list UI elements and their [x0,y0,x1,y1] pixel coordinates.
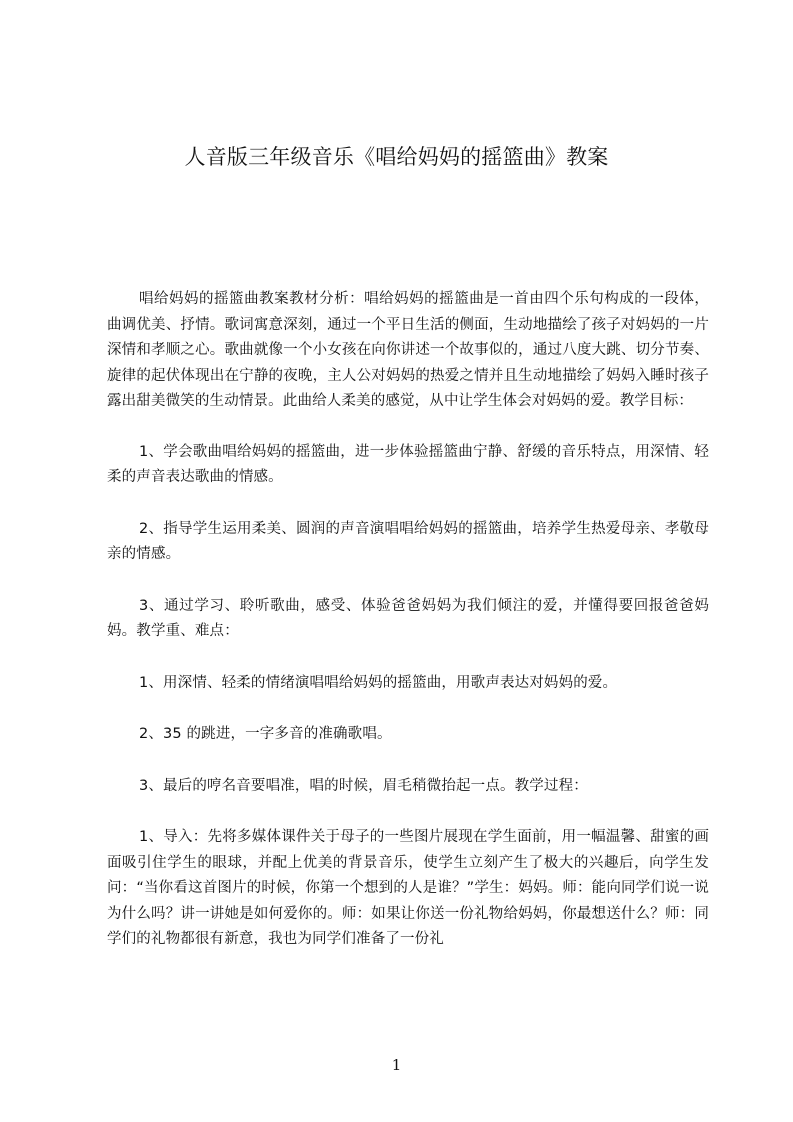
paragraph-spacer [107,748,709,774]
body-paragraph: 3、最后的哼名音要唱准，唱的时候，眉毛稍微抬起一点。教学过程： [139,777,588,794]
paragraph-spacer [107,568,709,594]
body-paragraph: 1、导入：先将多媒体课件关于母子的一些图片展现在学生面前，用一幅温馨、甜蜜的画面吸引住学生的眼球，并配上优美的背景音乐，使学生立刻产生了极大的兴趣后，向学生发问：“当你看这首图片的时候，你第一个想到的人是谁？”学生：妈妈。师：能向同学们说一说为什么吗？讲一讲她是如何爱你的。师：如果让你送一份礼物给妈妈，你最想送什么？师：同学们的礼物都很有新意，我也为同学们准备了一份礼 [107,829,709,947]
paragraph-spacer [107,645,709,671]
page-title: 人音版三年级音乐《唱给妈妈的摇篮曲》教案 [184,145,609,169]
body-paragraph: 2、35 的跳进，一字多音的准确歌唱。 [139,726,392,742]
page-number: 1 [391,1056,402,1074]
paragraph-spacer [107,696,709,722]
body-paragraph: 1、学会歌曲唱给妈妈的摇篮曲，进一步体验摇篮曲宁静、舒缓的音乐特点，用深情、轻柔的声音表达歌曲的情感。 [107,443,709,485]
body-paragraph: 2、指导学生运用柔美、圆润的声音演唱唱给妈妈的摇篮曲，培养学生热爱母亲、孝敬母亲的情感。 [107,520,709,562]
body-paragraph: 3、通过学习、聆听歌曲，感受、体验爸爸妈妈为我们倾注的爱，并懂得要回报爸爸妈妈。教学重、难点： [107,597,709,639]
document-body [107,287,709,953]
paragraph-spacer [107,799,709,825]
body-paragraph: 1、用深情、轻柔的情绪演唱唱给妈妈的摇篮曲，用歌声表达对妈妈的爱。 [139,674,618,691]
body-paragraph: 唱给妈妈的摇篮曲教案教材分析：唱给妈妈的摇篮曲是一首由四个乐句构成的一段体，曲调优美、抒情。歌词寓意深刻，通过一个平日生活的侧面，生动地描绘了孩子对妈妈的一片深情和孝顺之心。歌曲就像一个小女孩在向你讲述一个故事似的，通过八度大跳、切分节奏、旋律的起伏体现出在宁静的夜晚，主人公对妈妈的热爱之情并且生动地描绘了妈妈入睡时孩子露出甜美微笑的生动情景。此曲给人柔美的感觉，从中让学生体会对妈妈的爱。教学目标： [107,291,709,409]
paragraph-spacer [107,491,709,517]
paragraph-spacer [107,415,709,440]
